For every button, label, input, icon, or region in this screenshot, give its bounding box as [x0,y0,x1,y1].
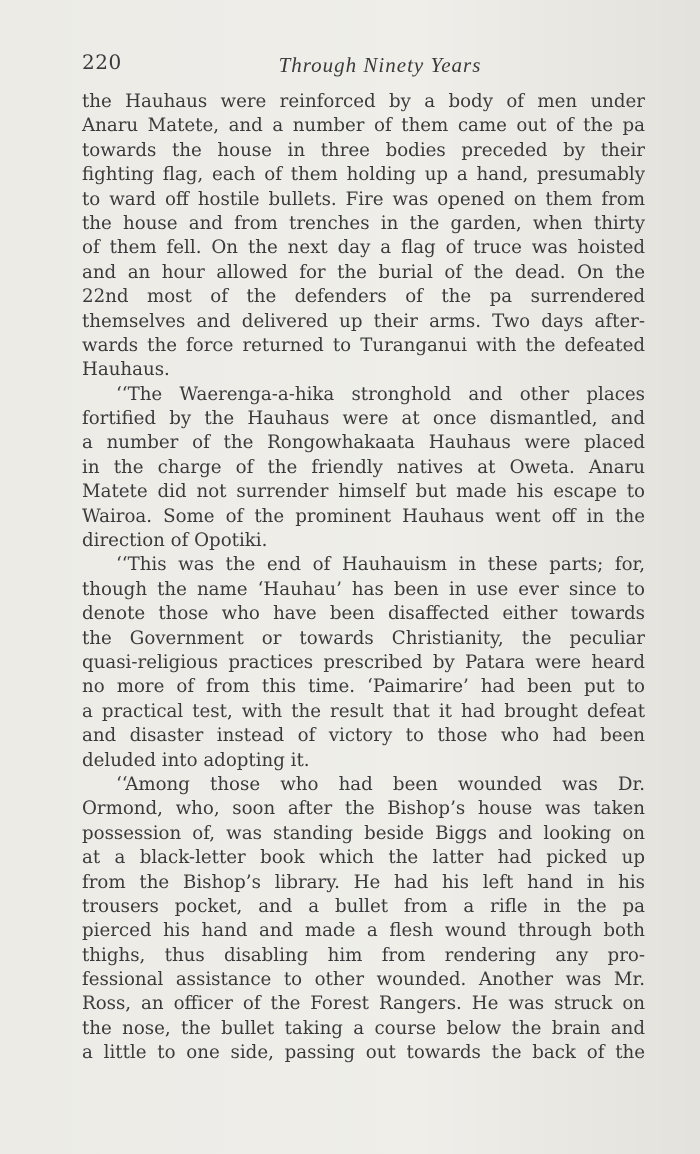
text-line: the Government or towards Christianity, the peculiar [82,627,645,649]
text-line: direction of Opotiki. [82,530,268,552]
paragraph [82,383,645,554]
text-line: trousers pocket, and a bullet from a rifle in the pa [82,895,645,917]
text-line: themselves and delivered up their arms. Two days after- [82,310,645,332]
text-line: Matete did not surrender himself but made his escape to [82,481,645,503]
text-line: ‘‘This was the end of Hauhauism in these parts; for, [116,554,645,576]
text-line: and disaster instead of victory to those who had been [82,725,645,747]
text-line: Anaru Matete, and a number of them came out of the pa [82,115,645,137]
text-line: thighs, thus disabling him from rendering any pro- [82,944,645,966]
text-line: Hauhaus. [82,359,170,381]
text-line: fighting flag, each of them holding up a hand, presumably [82,164,645,186]
text-line: denote those who have been disaffected either towards [82,603,645,625]
text-line: Ross, an officer of the Forest Rangers. He was struck on [82,993,645,1015]
text-line: Wairoa. Some of the prominent Hauhaus went off in the [82,505,645,527]
text-line: a number of the Rongowhakaata Hauhaus were placed [82,432,645,454]
text-line: in the charge of the friendly natives at Oweta. Anaru [82,456,645,478]
text-line: the nose, the bullet taking a course below the brain and [82,1017,645,1039]
paragraph [82,773,645,1066]
paragraph [82,553,645,773]
text-line: at a black-letter book which the latter had picked up [82,847,645,869]
page-number: 220 [82,50,122,74]
text-line: and an hour allowed for the burial of the dead. On the [82,261,645,283]
text-line: a little to one side, passing out towards the back of the [82,1042,645,1064]
text-line: Ormond, who, soon after the Bishop’s house was taken [82,798,645,820]
text-line: no more of from this time. ‘Paimarire’ had been put to [82,676,645,698]
body-text [82,90,645,1066]
text-line: deluded into adopting it. [82,749,310,771]
text-line: of them fell. On the next day a flag of truce was hoisted [82,237,645,259]
text-line: possession of, was standing beside Biggs and looking on [82,822,645,844]
text-line: quasi-religious practices prescribed by Patara were heard [82,651,645,673]
text-line: from the Bishop’s library. He had his left hand in his [82,871,645,893]
text-line: ‘‘Among those who had been wounded was Dr. [116,773,645,795]
running-title: Through Ninety Years [278,53,482,77]
text-line: wards the force returned to Turanganui with the defeated [82,334,645,356]
paragraph [82,90,645,383]
text-line: though the name ‘Hauhau’ has been in use ever since to [82,578,645,600]
text-line: the Hauhaus were reinforced by a body of men under [82,91,645,112]
text-line: ‘‘The Waerenga-a-hika stronghold and other places [116,383,645,405]
text-line: 22nd most of the defenders of the pa surrendered [82,286,645,308]
text-line: a practical test, with the result that it had brought defeat [82,700,645,722]
text-line: the house and from trenches in the garden, when thirty [82,212,645,234]
page-header [82,50,648,80]
text-line: fessional assistance to other wounded. Another was Mr. [82,969,645,991]
text-line: pierced his hand and made a flesh wound through both [82,920,645,942]
text-line: towards the house in three bodies preceded by their [82,139,645,161]
text-line: fortified by the Hauhaus were at once dismantled, and [82,408,645,430]
text-line: to ward off hostile bullets. Fire was opened on them from [82,188,645,210]
